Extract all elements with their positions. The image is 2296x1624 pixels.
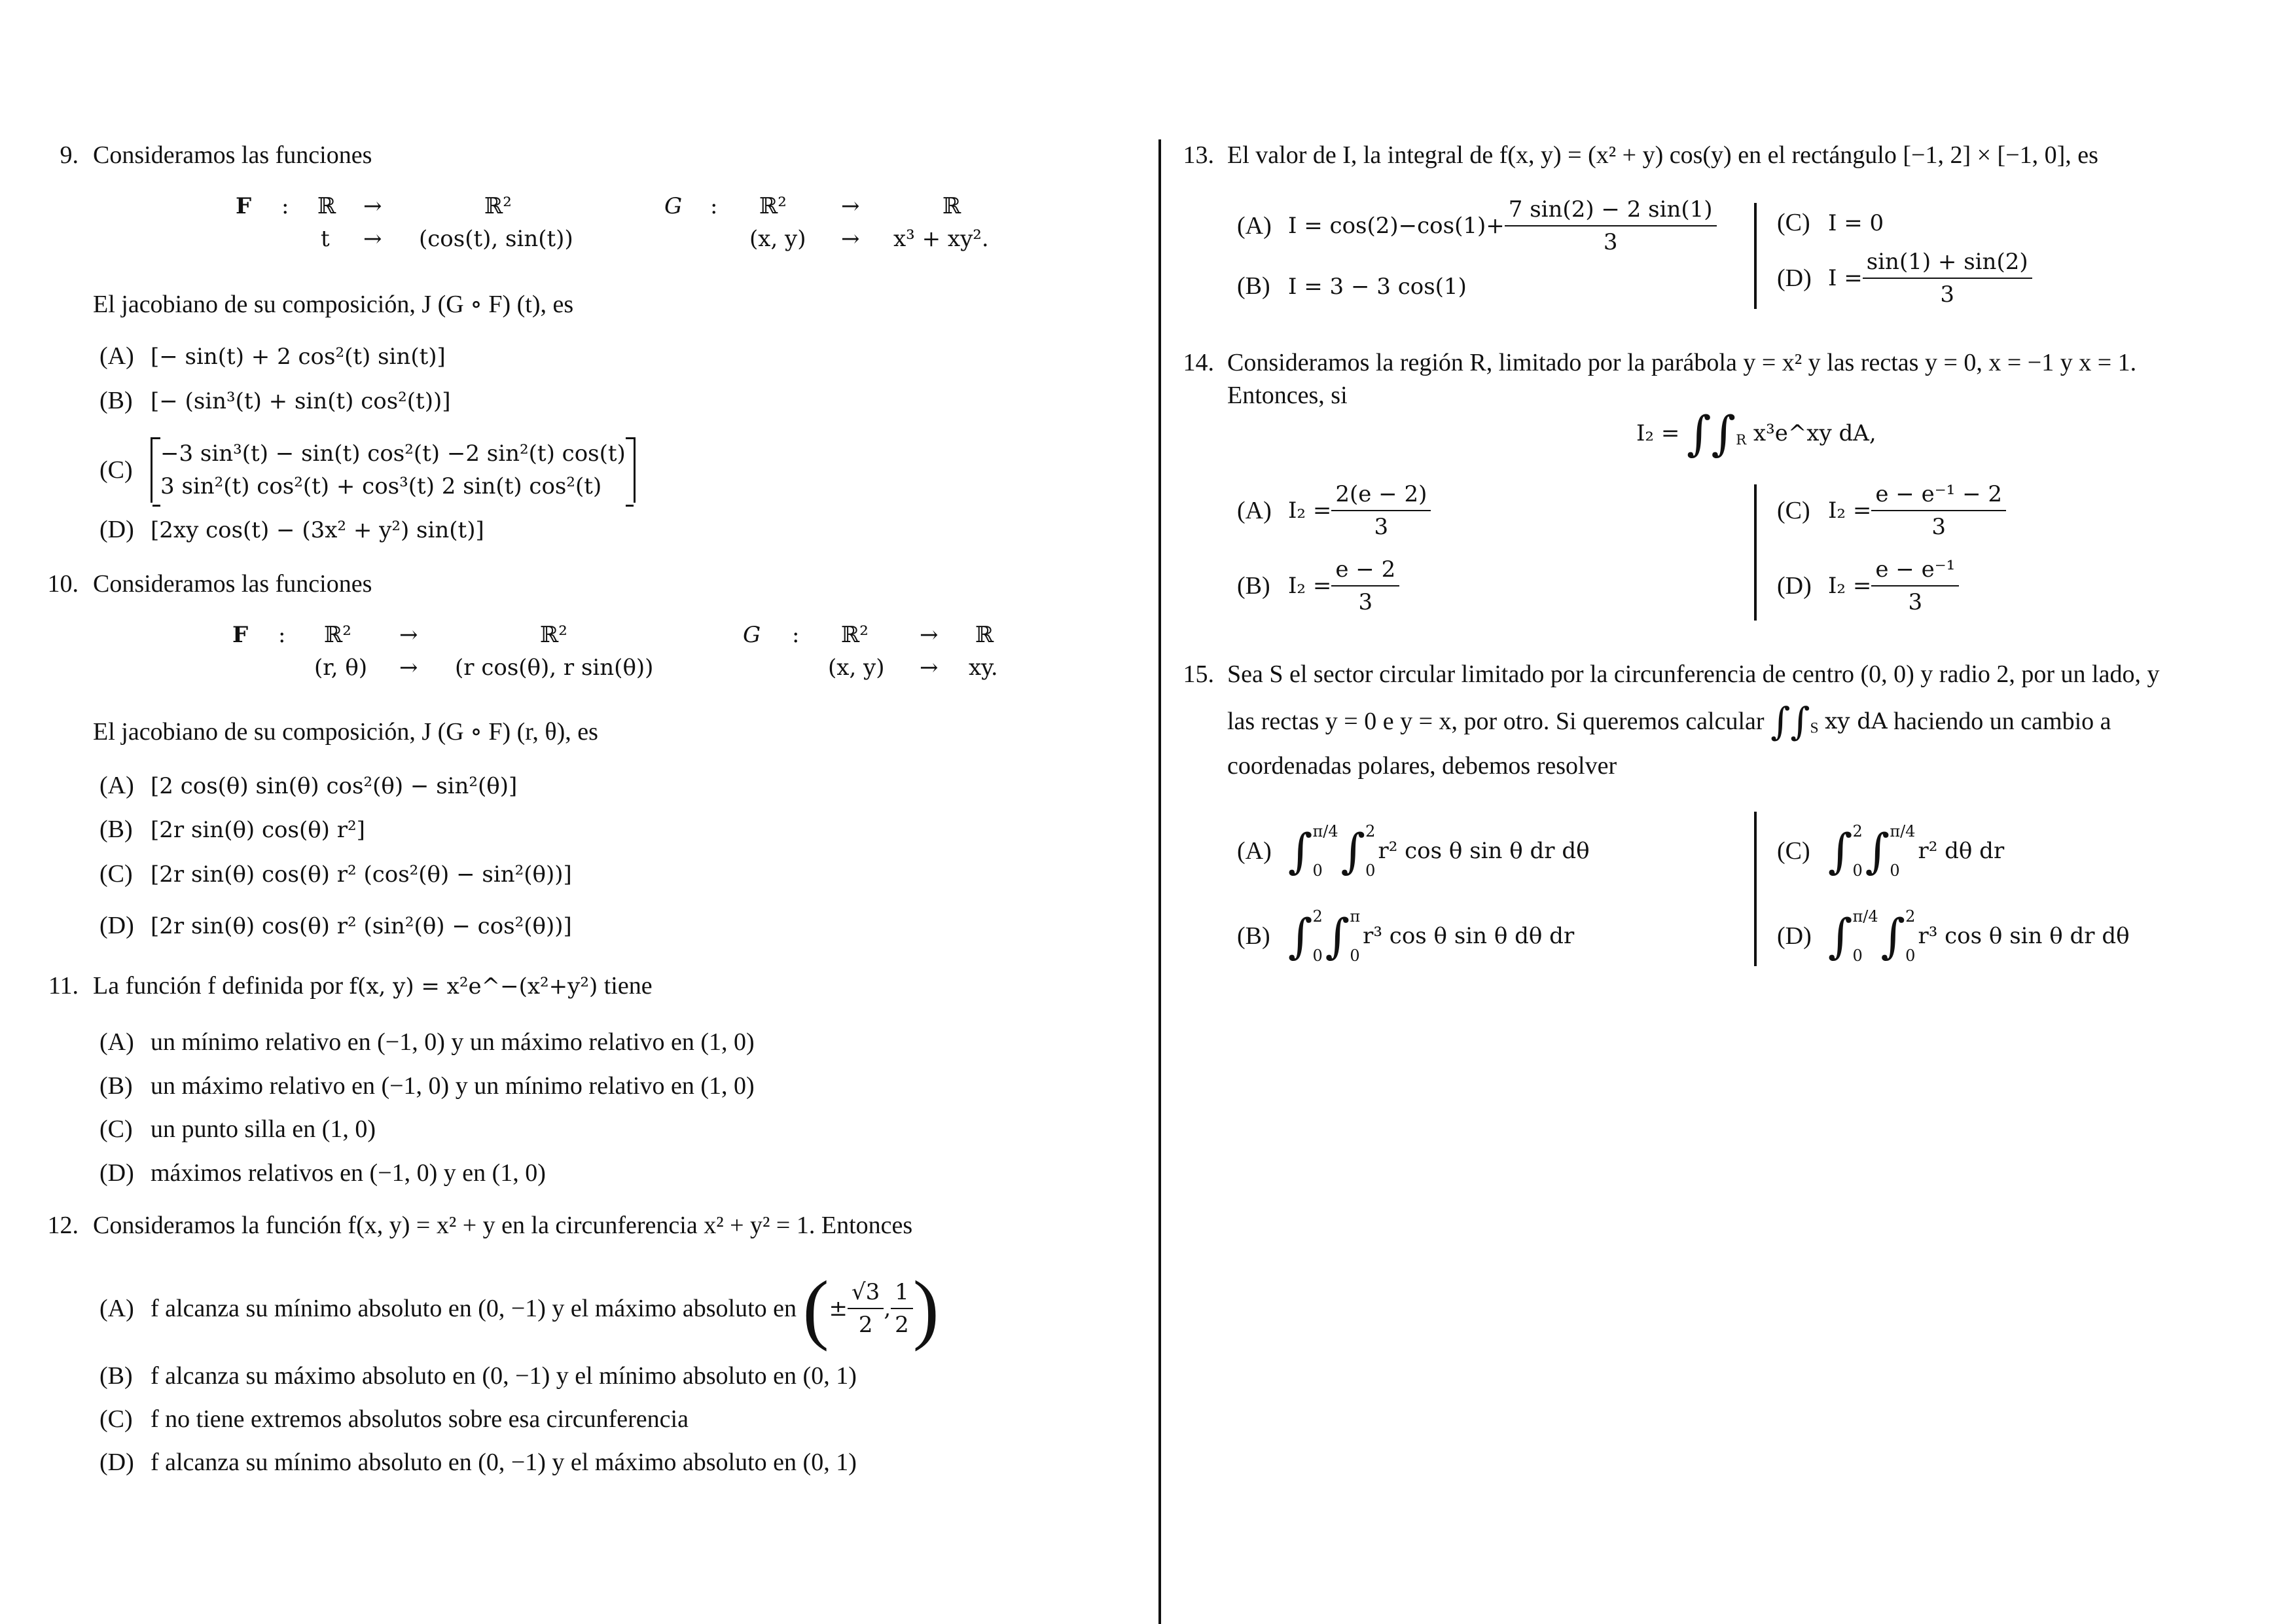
- column-divider: [1158, 139, 1161, 1624]
- q10-number: 10.: [47, 570, 79, 598]
- q13-option-d[interactable]: (D) I = $\frac{\sin(1) + \sin(2)}{3}$: [1777, 249, 2032, 308]
- q13-title: El valor de I, la integral de f(x, y) = (x² + y) cos(y) en el rectángulo [−1, 2] × [−1, 0], es: [1227, 141, 2098, 169]
- q9-option-c[interactable]: (C) −3 sin³(t) − sin(t) cos²(t) −2 sin²(t) cos(t) 3 sin²(t) cos²(t) + cos³(t) 2 sin(t) cos²(t): [99, 437, 636, 503]
- q10-option-b[interactable]: (B) [2r sin(θ) cos(θ) r²]: [99, 816, 365, 843]
- q15-line3: coordenadas polares, debemos resolver: [1227, 752, 1617, 780]
- q15-option-d[interactable]: (D) ∫ π/4 0 ∫ 2 0 r³ cos θ sin θ dr dθ: [1777, 907, 2130, 965]
- q10-option-a[interactable]: (A) [2 cos(θ) sin(θ) cos²(θ) − sin²(θ)]: [99, 772, 518, 799]
- q11-function: f(x, y) = x²e^−(x²+y²): [349, 973, 598, 1000]
- q12-option-a[interactable]: (A) f alcanza su mínimo absoluto en (0, −1) y el máximo absoluto en (± $\frac{√3}{2}$ , $\frac{1}{2}$ ): [99, 1265, 939, 1352]
- q14-number: 14.: [1183, 349, 1214, 376]
- q15-option-c[interactable]: (C) ∫ 2 0 ∫ π/4 0 r² dθ dr: [1777, 822, 2005, 880]
- q14-line2: Entonces, si: [1227, 382, 1348, 409]
- q15-line2: las rectas y = 0 e y = x, por otro. Si queremos calcular $\int\int_S$ xy dA haciendo un cambio a: [1227, 699, 2111, 744]
- q15-option-b[interactable]: (B) ∫ 2 0 ∫ π 0 r³ cos θ sin θ dθ dr: [1237, 907, 1575, 965]
- q14-option-b[interactable]: (B) I₂ = $\frac{e - 2}{3}$: [1237, 556, 1399, 615]
- q12-option-d[interactable]: (D) f alcanza su mínimo absoluto en (0, −1) y el máximo absoluto en (0, 1): [99, 1449, 857, 1476]
- q15-option-a[interactable]: (A) ∫ π/4 0 ∫ 2 0 r² cos θ sin θ dr dθ: [1237, 822, 1590, 880]
- q9-number: 9.: [60, 141, 79, 169]
- q9-option-a[interactable]: (A) [− sin(t) + 2 cos²(t) sin(t)]: [99, 342, 446, 370]
- q12-option-c[interactable]: (C) f no tiene extremos absolutos sobre esa circunferencia: [99, 1405, 689, 1433]
- q11-title: La función f definida por f(x, y) = x²e^−(x²+y²) tiene: [93, 972, 653, 1000]
- q13-option-b[interactable]: (B) I = 3 − 3 cos(1): [1237, 272, 1467, 300]
- q13-option-c[interactable]: (C) I = 0: [1777, 209, 1884, 236]
- q14-integral: $I_2 = \int\int_R$ x³e^xy dA,: [1636, 406, 1876, 461]
- q10-title: Consideramos las funciones: [93, 570, 372, 598]
- q15-number: 15.: [1183, 660, 1214, 688]
- q13-number: 13.: [1183, 141, 1214, 169]
- q12-number: 12.: [47, 1212, 79, 1239]
- q11-number: 11.: [48, 972, 79, 1000]
- q14-options-divider: [1754, 484, 1757, 621]
- q12-option-b[interactable]: (B) f alcanza su máximo absoluto en (0, −1) y el mínimo absoluto en (0, 1): [99, 1362, 857, 1390]
- q14-line1: Consideramos la región R, limitado por la parábola y = x² y las rectas y = 0, x = −1 y x = 1.: [1227, 349, 2137, 376]
- q9-option-b[interactable]: (B) [− (sin³(t) + sin(t) cos²(t))]: [99, 387, 451, 414]
- q10-option-d[interactable]: (D) [2r sin(θ) cos(θ) r² (sin²(θ) − cos²(θ))]: [99, 912, 572, 939]
- q12-title: Consideramos la función f(x, y) = x² + y en la circunferencia x² + y² = 1. Entonces: [93, 1212, 913, 1239]
- q11-option-a[interactable]: (A) un mínimo relativo en (−1, 0) y un máximo relativo en (1, 0): [99, 1028, 755, 1056]
- q9-question: El jacobiano de su composición, J (G ∘ F) (t), es: [93, 291, 574, 318]
- q10-option-c[interactable]: (C) [2r sin(θ) cos(θ) r² (cos²(θ) − sin²(θ))]: [99, 860, 572, 888]
- q14-option-c[interactable]: (C) I₂ = $\frac{\text{e − e⁻¹ − 2}}{3}$: [1777, 481, 2006, 540]
- q13-option-a[interactable]: (A) I = cos(2)−cos(1)+ $\frac{7 \sin(2) - 2 \sin(1)}{3}$: [1237, 196, 1717, 255]
- q9-option-d[interactable]: (D) [2xy cos(t) − (3x² + y²) sin(t)]: [99, 516, 484, 543]
- q15-line1: Sea S el sector circular limitado por la circunferencia de centro (0, 0) y radio 2, por un lado, y: [1227, 660, 2160, 688]
- q14-option-d[interactable]: (D) I₂ = $\frac{\text{e − e⁻¹}}{3}$: [1777, 556, 1959, 615]
- q11-option-d[interactable]: (D) máximos relativos en (−1, 0) y en (1, 0): [99, 1159, 546, 1187]
- q9-matrix: −3 sin³(t) − sin(t) cos²(t) −2 sin²(t) cos(t) 3 sin²(t) cos²(t) + cos³(t) 2 sin(t) cos²(t): [151, 437, 636, 503]
- q11-option-b[interactable]: (B) un máximo relativo en (−1, 0) y un mínimo relativo en (1, 0): [99, 1072, 755, 1100]
- q13-options-divider: [1754, 203, 1757, 309]
- q14-option-a[interactable]: (A) I₂ = $\frac{2(e - 2)}{3}$: [1237, 481, 1431, 540]
- q9-title: Consideramos las funciones: [93, 141, 372, 169]
- q15-options-divider: [1754, 812, 1757, 966]
- q11-option-c[interactable]: (C) un punto silla en (1, 0): [99, 1115, 376, 1143]
- q10-question: El jacobiano de su composición, J (G ∘ F) (r, θ), es: [93, 718, 598, 746]
